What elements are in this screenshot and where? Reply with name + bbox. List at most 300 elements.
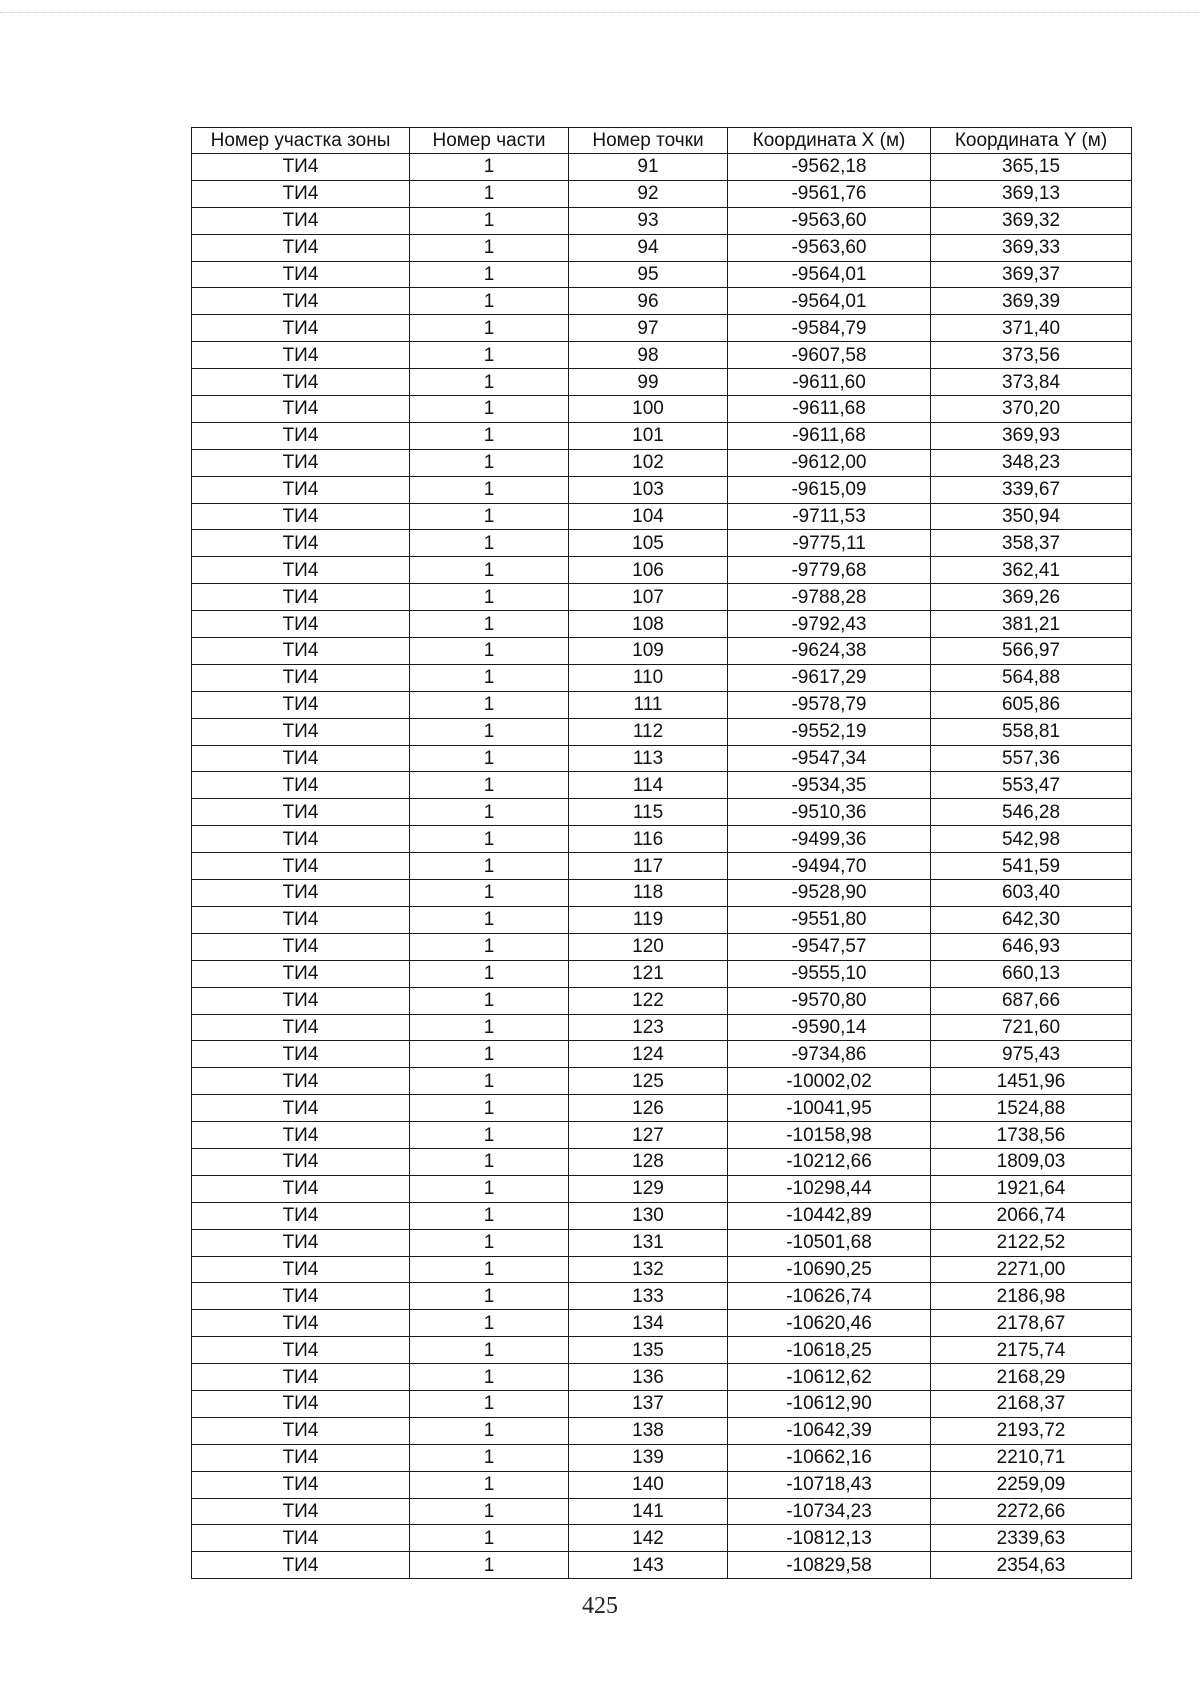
table-row <box>192 1041 1132 1068</box>
cell-coordinate-x: -10626,74 <box>728 1283 931 1310</box>
cell-point-number: 121 <box>569 960 728 987</box>
cell-zone-section: ТИ4 <box>192 288 410 315</box>
cell-part-number: 1 <box>410 557 569 584</box>
table-row <box>192 557 1132 584</box>
cell-part-number: 1 <box>410 530 569 557</box>
cell-part-number: 1 <box>410 1552 569 1579</box>
cell-part-number: 1 <box>410 1310 569 1337</box>
cell-zone-section: ТИ4 <box>192 234 410 261</box>
cell-coordinate-x: -10620,46 <box>728 1310 931 1337</box>
cell-coordinate-y: 2210,71 <box>931 1444 1132 1471</box>
cell-point-number: 130 <box>569 1202 728 1229</box>
cell-coordinate-y: 660,13 <box>931 960 1132 987</box>
cell-zone-section: ТИ4 <box>192 1014 410 1041</box>
cell-coordinate-x: -10612,90 <box>728 1390 931 1417</box>
cell-coordinate-x: -10618,25 <box>728 1337 931 1364</box>
table-row <box>192 960 1132 987</box>
cell-zone-section: ТИ4 <box>192 853 410 880</box>
table-row <box>192 207 1132 234</box>
cell-zone-section: ТИ4 <box>192 503 410 530</box>
cell-coordinate-y: 564,88 <box>931 664 1132 691</box>
table-row <box>192 584 1132 611</box>
cell-coordinate-y: 373,84 <box>931 369 1132 396</box>
cell-coordinate-x: -9615,09 <box>728 476 931 503</box>
cell-zone-section: ТИ4 <box>192 154 410 181</box>
cell-zone-section: ТИ4 <box>192 476 410 503</box>
cell-coordinate-y: 370,20 <box>931 396 1132 423</box>
cell-point-number: 120 <box>569 933 728 960</box>
cell-point-number: 124 <box>569 1041 728 1068</box>
cell-part-number: 1 <box>410 1014 569 1041</box>
table-row <box>192 1471 1132 1498</box>
cell-coordinate-y: 2066,74 <box>931 1202 1132 1229</box>
cell-part-number: 1 <box>410 1283 569 1310</box>
cell-point-number: 142 <box>569 1525 728 1552</box>
cell-coordinate-x: -9562,18 <box>728 154 931 181</box>
table-row <box>192 396 1132 423</box>
cell-coordinate-y: 348,23 <box>931 449 1132 476</box>
cell-coordinate-x: -10501,68 <box>728 1229 931 1256</box>
cell-point-number: 93 <box>569 207 728 234</box>
cell-point-number: 143 <box>569 1552 728 1579</box>
cell-point-number: 91 <box>569 154 728 181</box>
cell-point-number: 101 <box>569 422 728 449</box>
cell-coordinate-x: -10734,23 <box>728 1498 931 1525</box>
cell-zone-section: ТИ4 <box>192 1041 410 1068</box>
cell-coordinate-x: -9775,11 <box>728 530 931 557</box>
cell-coordinate-y: 2193,72 <box>931 1417 1132 1444</box>
cell-zone-section: ТИ4 <box>192 1364 410 1391</box>
table-row <box>192 315 1132 342</box>
cell-point-number: 106 <box>569 557 728 584</box>
cell-part-number: 1 <box>410 1122 569 1149</box>
cell-coordinate-y: 339,67 <box>931 476 1132 503</box>
cell-point-number: 112 <box>569 718 728 745</box>
cell-point-number: 118 <box>569 880 728 907</box>
cell-point-number: 133 <box>569 1283 728 1310</box>
table-header <box>192 128 1132 154</box>
cell-point-number: 105 <box>569 530 728 557</box>
cell-coordinate-y: 646,93 <box>931 933 1132 960</box>
scan-edge-line <box>0 12 1200 13</box>
cell-coordinate-y: 373,56 <box>931 342 1132 369</box>
cell-part-number: 1 <box>410 234 569 261</box>
table-row <box>192 1444 1132 1471</box>
table-row <box>192 1256 1132 1283</box>
cell-coordinate-x: -9552,19 <box>728 718 931 745</box>
cell-zone-section: ТИ4 <box>192 880 410 907</box>
cell-coordinate-y: 1451,96 <box>931 1068 1132 1095</box>
cell-point-number: 139 <box>569 1444 728 1471</box>
cell-coordinate-x: -9564,01 <box>728 288 931 315</box>
cell-coordinate-y: 2272,66 <box>931 1498 1132 1525</box>
table-row <box>192 1390 1132 1417</box>
table-row <box>192 906 1132 933</box>
cell-point-number: 114 <box>569 772 728 799</box>
cell-part-number: 1 <box>410 315 569 342</box>
table-row <box>192 799 1132 826</box>
cell-point-number: 108 <box>569 611 728 638</box>
cell-coordinate-y: 566,97 <box>931 638 1132 665</box>
cell-point-number: 100 <box>569 396 728 423</box>
cell-coordinate-x: -9534,35 <box>728 772 931 799</box>
cell-coordinate-x: -9792,43 <box>728 611 931 638</box>
cell-coordinate-y: 2354,63 <box>931 1552 1132 1579</box>
cell-coordinate-y: 2122,52 <box>931 1229 1132 1256</box>
table-row <box>192 1122 1132 1149</box>
cell-zone-section: ТИ4 <box>192 1310 410 1337</box>
cell-part-number: 1 <box>410 691 569 718</box>
cell-part-number: 1 <box>410 1390 569 1417</box>
cell-point-number: 136 <box>569 1364 728 1391</box>
cell-zone-section: ТИ4 <box>192 691 410 718</box>
table-row <box>192 772 1132 799</box>
cell-coordinate-y: 369,26 <box>931 584 1132 611</box>
cell-point-number: 131 <box>569 1229 728 1256</box>
cell-coordinate-x: -9570,80 <box>728 987 931 1014</box>
cell-zone-section: ТИ4 <box>192 1068 410 1095</box>
cell-zone-section: ТИ4 <box>192 664 410 691</box>
cell-zone-section: ТИ4 <box>192 1498 410 1525</box>
cell-part-number: 1 <box>410 154 569 181</box>
cell-point-number: 99 <box>569 369 728 396</box>
cell-coordinate-y: 2186,98 <box>931 1283 1132 1310</box>
table-row <box>192 745 1132 772</box>
header-point-number: Номер точки <box>569 128 728 154</box>
cell-zone-section: ТИ4 <box>192 1552 410 1579</box>
cell-coordinate-x: -9561,76 <box>728 180 931 207</box>
cell-part-number: 1 <box>410 1471 569 1498</box>
cell-part-number: 1 <box>410 180 569 207</box>
cell-part-number: 1 <box>410 664 569 691</box>
cell-coordinate-x: -9563,60 <box>728 234 931 261</box>
cell-part-number: 1 <box>410 422 569 449</box>
cell-part-number: 1 <box>410 906 569 933</box>
table-row <box>192 369 1132 396</box>
table-row <box>192 611 1132 638</box>
cell-point-number: 117 <box>569 853 728 880</box>
cell-point-number: 140 <box>569 1471 728 1498</box>
table-row <box>192 853 1132 880</box>
cell-point-number: 107 <box>569 584 728 611</box>
cell-coordinate-x: -9788,28 <box>728 584 931 611</box>
cell-point-number: 126 <box>569 1095 728 1122</box>
cell-point-number: 123 <box>569 1014 728 1041</box>
cell-part-number: 1 <box>410 396 569 423</box>
table-row <box>192 449 1132 476</box>
table-row <box>192 1364 1132 1391</box>
cell-coordinate-y: 2271,00 <box>931 1256 1132 1283</box>
cell-coordinate-y: 2259,09 <box>931 1471 1132 1498</box>
cell-part-number: 1 <box>410 503 569 530</box>
cell-point-number: 135 <box>569 1337 728 1364</box>
cell-coordinate-x: -10212,66 <box>728 1148 931 1175</box>
cell-coordinate-x: -9624,38 <box>728 638 931 665</box>
table-row <box>192 1525 1132 1552</box>
cell-zone-section: ТИ4 <box>192 369 410 396</box>
table-row <box>192 691 1132 718</box>
cell-zone-section: ТИ4 <box>192 1256 410 1283</box>
cell-part-number: 1 <box>410 1417 569 1444</box>
cell-coordinate-x: -9611,68 <box>728 422 931 449</box>
cell-part-number: 1 <box>410 1444 569 1471</box>
cell-zone-section: ТИ4 <box>192 342 410 369</box>
cell-coordinate-x: -9612,00 <box>728 449 931 476</box>
cell-coordinate-x: -9578,79 <box>728 691 931 718</box>
cell-coordinate-y: 381,21 <box>931 611 1132 638</box>
cell-coordinate-x: -9547,57 <box>728 933 931 960</box>
table-row <box>192 638 1132 665</box>
cell-coordinate-x: -10298,44 <box>728 1175 931 1202</box>
cell-coordinate-y: 557,36 <box>931 745 1132 772</box>
cell-part-number: 1 <box>410 1337 569 1364</box>
cell-point-number: 141 <box>569 1498 728 1525</box>
cell-point-number: 110 <box>569 664 728 691</box>
cell-part-number: 1 <box>410 369 569 396</box>
cell-coordinate-y: 2339,63 <box>931 1525 1132 1552</box>
table-row <box>192 826 1132 853</box>
cell-zone-section: ТИ4 <box>192 1390 410 1417</box>
cell-part-number: 1 <box>410 826 569 853</box>
cell-coordinate-x: -10158,98 <box>728 1122 931 1149</box>
cell-part-number: 1 <box>410 1229 569 1256</box>
cell-zone-section: ТИ4 <box>192 1444 410 1471</box>
cell-part-number: 1 <box>410 1148 569 1175</box>
cell-coordinate-x: -10041,95 <box>728 1095 931 1122</box>
cell-zone-section: ТИ4 <box>192 396 410 423</box>
header-coordinate-x: Координата X (м) <box>728 128 931 154</box>
cell-part-number: 1 <box>410 1095 569 1122</box>
cell-coordinate-y: 1921,64 <box>931 1175 1132 1202</box>
cell-coordinate-x: -9711,53 <box>728 503 931 530</box>
cell-zone-section: ТИ4 <box>192 1122 410 1149</box>
cell-coordinate-y: 2168,37 <box>931 1390 1132 1417</box>
table-row <box>192 1310 1132 1337</box>
table-row <box>192 342 1132 369</box>
cell-zone-section: ТИ4 <box>192 261 410 288</box>
cell-coordinate-x: -9499,36 <box>728 826 931 853</box>
cell-point-number: 102 <box>569 449 728 476</box>
cell-point-number: 129 <box>569 1175 728 1202</box>
cell-zone-section: ТИ4 <box>192 315 410 342</box>
cell-part-number: 1 <box>410 960 569 987</box>
cell-coordinate-y: 541,59 <box>931 853 1132 880</box>
cell-coordinate-y: 687,66 <box>931 987 1132 1014</box>
cell-coordinate-y: 2178,67 <box>931 1310 1132 1337</box>
cell-coordinate-y: 369,37 <box>931 261 1132 288</box>
cell-part-number: 1 <box>410 1175 569 1202</box>
cell-part-number: 1 <box>410 1498 569 1525</box>
cell-coordinate-x: -9528,90 <box>728 880 931 907</box>
table-row <box>192 503 1132 530</box>
header-row <box>192 128 1132 154</box>
table-row <box>192 664 1132 691</box>
cell-coordinate-x: -9555,10 <box>728 960 931 987</box>
cell-coordinate-x: -10718,43 <box>728 1471 931 1498</box>
cell-coordinate-x: -10002,02 <box>728 1068 931 1095</box>
cell-point-number: 127 <box>569 1122 728 1149</box>
cell-part-number: 1 <box>410 1041 569 1068</box>
cell-point-number: 138 <box>569 1417 728 1444</box>
table-row <box>192 288 1132 315</box>
cell-coordinate-y: 369,39 <box>931 288 1132 315</box>
table-row <box>192 718 1132 745</box>
table-row <box>192 1202 1132 1229</box>
cell-coordinate-x: -10690,25 <box>728 1256 931 1283</box>
cell-point-number: 116 <box>569 826 728 853</box>
cell-coordinate-y: 2168,29 <box>931 1364 1132 1391</box>
cell-zone-section: ТИ4 <box>192 1337 410 1364</box>
cell-zone-section: ТИ4 <box>192 1175 410 1202</box>
cell-coordinate-y: 365,15 <box>931 154 1132 181</box>
cell-point-number: 125 <box>569 1068 728 1095</box>
cell-zone-section: ТИ4 <box>192 1095 410 1122</box>
cell-part-number: 1 <box>410 449 569 476</box>
header-coordinate-y: Координата Y (м) <box>931 128 1132 154</box>
cell-point-number: 134 <box>569 1310 728 1337</box>
cell-zone-section: ТИ4 <box>192 1148 410 1175</box>
table-row <box>192 880 1132 907</box>
cell-part-number: 1 <box>410 853 569 880</box>
cell-part-number: 1 <box>410 207 569 234</box>
cell-point-number: 98 <box>569 342 728 369</box>
table-body <box>192 154 1132 1579</box>
table-row <box>192 933 1132 960</box>
cell-point-number: 115 <box>569 799 728 826</box>
cell-coordinate-x: -9779,68 <box>728 557 931 584</box>
table-row <box>192 1283 1132 1310</box>
cell-coordinate-y: 542,98 <box>931 826 1132 853</box>
cell-coordinate-x: -10642,39 <box>728 1417 931 1444</box>
cell-part-number: 1 <box>410 261 569 288</box>
cell-point-number: 119 <box>569 906 728 933</box>
cell-zone-section: ТИ4 <box>192 1202 410 1229</box>
cell-part-number: 1 <box>410 1256 569 1283</box>
table-row <box>192 1337 1132 1364</box>
cell-part-number: 1 <box>410 1202 569 1229</box>
cell-coordinate-x: -9547,34 <box>728 745 931 772</box>
cell-part-number: 1 <box>410 772 569 799</box>
cell-coordinate-y: 1524,88 <box>931 1095 1132 1122</box>
cell-coordinate-x: -9734,86 <box>728 1041 931 1068</box>
cell-coordinate-y: 642,30 <box>931 906 1132 933</box>
cell-zone-section: ТИ4 <box>192 530 410 557</box>
cell-zone-section: ТИ4 <box>192 449 410 476</box>
cell-zone-section: ТИ4 <box>192 745 410 772</box>
cell-part-number: 1 <box>410 933 569 960</box>
cell-zone-section: ТИ4 <box>192 826 410 853</box>
cell-part-number: 1 <box>410 342 569 369</box>
table-row <box>192 1552 1132 1579</box>
table-row <box>192 1498 1132 1525</box>
cell-coordinate-x: -10442,89 <box>728 1202 931 1229</box>
cell-zone-section: ТИ4 <box>192 960 410 987</box>
table-row <box>192 1175 1132 1202</box>
cell-point-number: 132 <box>569 1256 728 1283</box>
cell-zone-section: ТИ4 <box>192 638 410 665</box>
table-row <box>192 261 1132 288</box>
cell-zone-section: ТИ4 <box>192 557 410 584</box>
cell-coordinate-y: 369,32 <box>931 207 1132 234</box>
table-row <box>192 530 1132 557</box>
cell-coordinate-x: -10829,58 <box>728 1552 931 1579</box>
table-row <box>192 180 1132 207</box>
cell-zone-section: ТИ4 <box>192 1417 410 1444</box>
cell-coordinate-y: 369,93 <box>931 422 1132 449</box>
cell-part-number: 1 <box>410 288 569 315</box>
cell-zone-section: ТИ4 <box>192 933 410 960</box>
cell-coordinate-y: 371,40 <box>931 315 1132 342</box>
cell-point-number: 137 <box>569 1390 728 1417</box>
cell-coordinate-y: 2175,74 <box>931 1337 1132 1364</box>
cell-point-number: 97 <box>569 315 728 342</box>
cell-coordinate-y: 369,13 <box>931 180 1132 207</box>
cell-coordinate-y: 721,60 <box>931 1014 1132 1041</box>
cell-coordinate-y: 369,33 <box>931 234 1132 261</box>
cell-zone-section: ТИ4 <box>192 207 410 234</box>
cell-coordinate-y: 362,41 <box>931 557 1132 584</box>
header-zone-section: Номер участка зоны <box>192 128 410 154</box>
cell-coordinate-y: 1809,03 <box>931 1148 1132 1175</box>
coordinates-table <box>191 127 1132 1579</box>
cell-coordinate-x: -9510,36 <box>728 799 931 826</box>
table-row <box>192 1148 1132 1175</box>
page-number: 425 <box>582 1593 618 1619</box>
cell-part-number: 1 <box>410 745 569 772</box>
cell-coordinate-y: 553,47 <box>931 772 1132 799</box>
cell-part-number: 1 <box>410 880 569 907</box>
cell-point-number: 128 <box>569 1148 728 1175</box>
cell-part-number: 1 <box>410 1364 569 1391</box>
cell-coordinate-y: 558,81 <box>931 718 1132 745</box>
cell-coordinate-x: -9611,60 <box>728 369 931 396</box>
cell-part-number: 1 <box>410 611 569 638</box>
cell-point-number: 96 <box>569 288 728 315</box>
cell-zone-section: ТИ4 <box>192 1283 410 1310</box>
cell-zone-section: ТИ4 <box>192 422 410 449</box>
table-row <box>192 1068 1132 1095</box>
cell-coordinate-y: 975,43 <box>931 1041 1132 1068</box>
cell-point-number: 109 <box>569 638 728 665</box>
cell-coordinate-y: 605,86 <box>931 691 1132 718</box>
cell-part-number: 1 <box>410 476 569 503</box>
cell-coordinate-x: -10662,16 <box>728 1444 931 1471</box>
cell-coordinate-x: -9607,58 <box>728 342 931 369</box>
table-row <box>192 1014 1132 1041</box>
cell-zone-section: ТИ4 <box>192 1471 410 1498</box>
cell-zone-section: ТИ4 <box>192 799 410 826</box>
table-row <box>192 987 1132 1014</box>
cell-coordinate-x: -9564,01 <box>728 261 931 288</box>
cell-part-number: 1 <box>410 584 569 611</box>
cell-coordinate-y: 358,37 <box>931 530 1132 557</box>
cell-coordinate-x: -10812,13 <box>728 1525 931 1552</box>
cell-point-number: 92 <box>569 180 728 207</box>
cell-coordinate-y: 546,28 <box>931 799 1132 826</box>
cell-coordinate-x: -9584,79 <box>728 315 931 342</box>
cell-zone-section: ТИ4 <box>192 772 410 799</box>
table-row <box>192 1417 1132 1444</box>
cell-zone-section: ТИ4 <box>192 987 410 1014</box>
cell-point-number: 95 <box>569 261 728 288</box>
cell-coordinate-x: -10612,62 <box>728 1364 931 1391</box>
cell-coordinate-y: 1738,56 <box>931 1122 1132 1149</box>
cell-point-number: 94 <box>569 234 728 261</box>
cell-point-number: 104 <box>569 503 728 530</box>
cell-coordinate-y: 350,94 <box>931 503 1132 530</box>
table-row <box>192 422 1132 449</box>
cell-part-number: 1 <box>410 638 569 665</box>
